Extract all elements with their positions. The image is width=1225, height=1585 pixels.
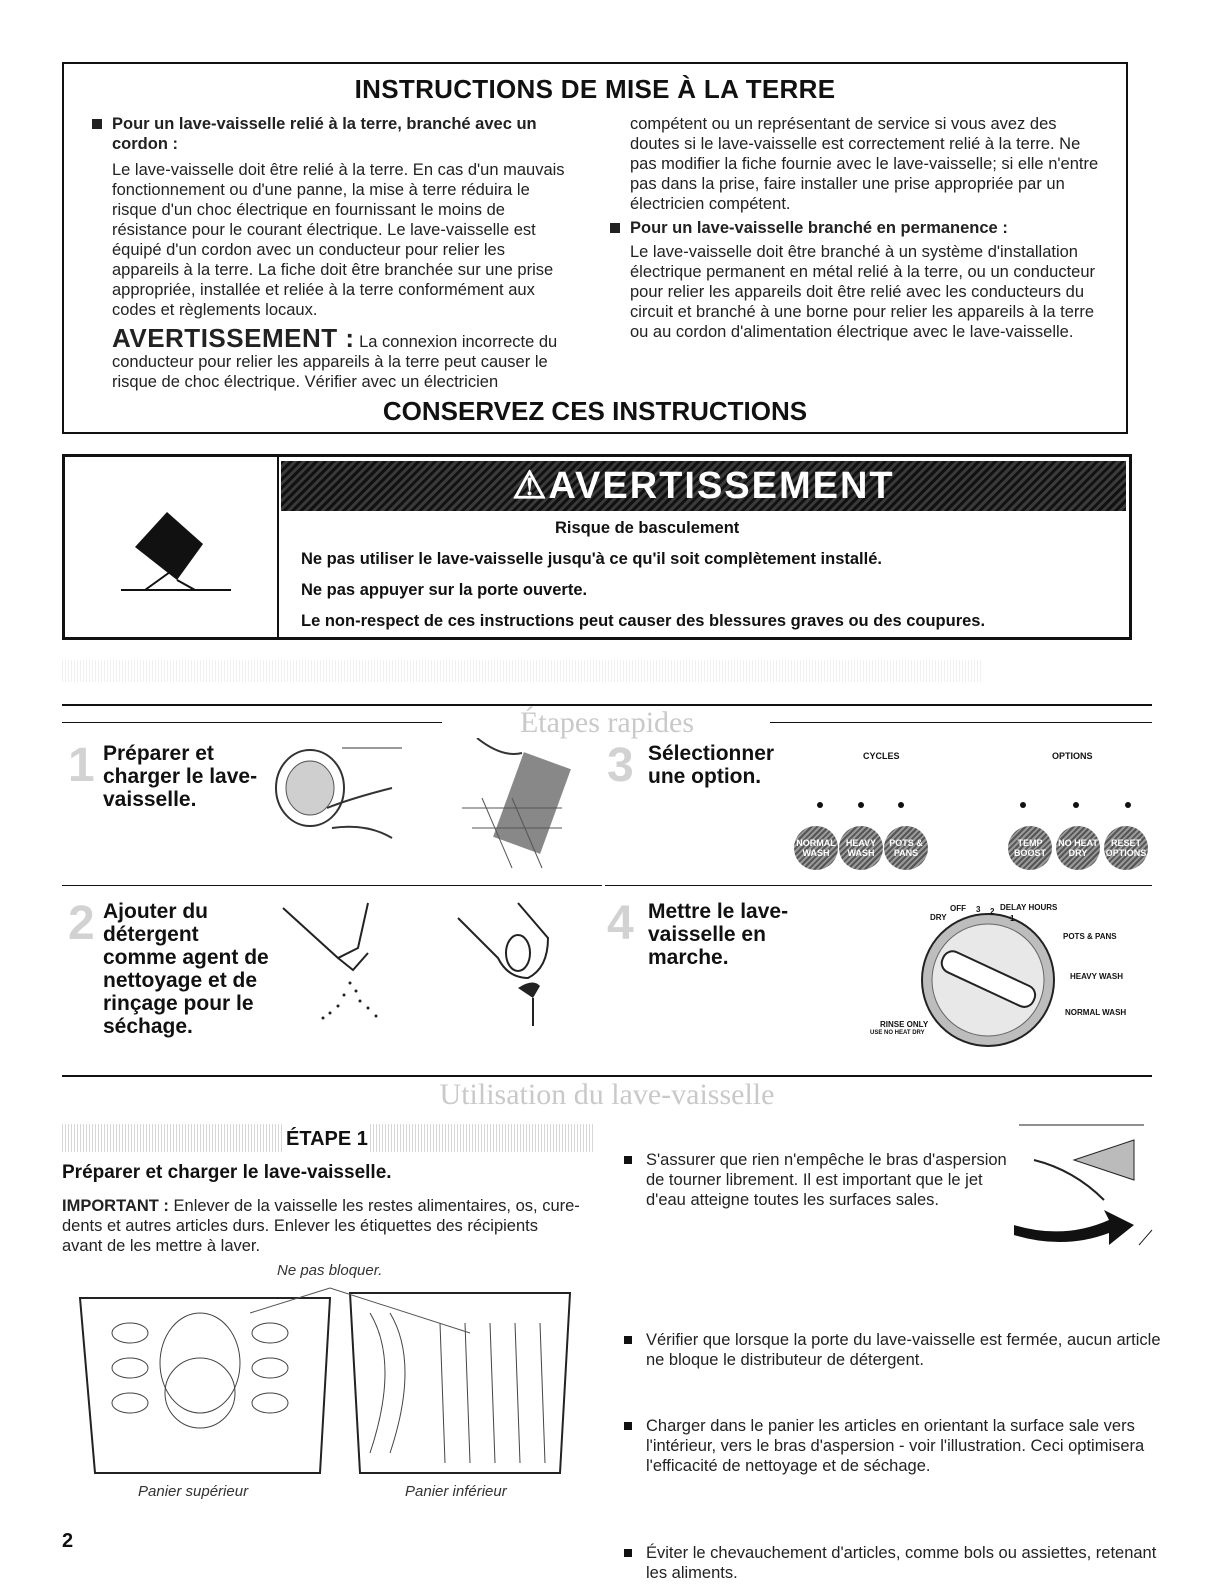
- dial-num-1: 1: [1010, 914, 1015, 923]
- conserve-instructions: CONSERVEZ CES INSTRUCTIONS: [382, 396, 808, 426]
- usage-title: Utilisation du lave-vaisselle: [439, 1078, 775, 1111]
- cycles-label: CYCLES: [863, 751, 900, 761]
- step-1-number: 1: [68, 739, 95, 792]
- grounding-continued: compétent ou un représentant de service si vous avez des doutes si le lave-vaisselle est correctement relié à la terre. Ne pas modifier la fiche fournie avec le lave-vaisselle; si elle n'entre pas dans la prise, faire installer une prise appropriée par un électricien compétent.: [630, 115, 1099, 213]
- bullet-load-orientation: Charger dans le panier les articles en orientant la surface sale vers l'intérieur, vers le bras d'aspersion - voir l'illustration. Ceci optimisera l'efficacité de nettoyage et de séchage.: [618, 1416, 1176, 1476]
- dial-normal-wash-label: NORMAL WASH: [1065, 1008, 1127, 1017]
- quick-steps-title: Étapes rapides: [519, 706, 695, 739]
- step-2-title: Ajouter du détergent comme agent de nettoyage et de rinçage pour le séchage.: [103, 900, 269, 1038]
- grounding-permanent-heading: Pour un lave-vaisselle branché en permanence :: [604, 218, 1104, 238]
- usage-rule: [62, 1075, 1152, 1077]
- no-heat-dry-button: NO HEAT DRY: [1056, 826, 1100, 870]
- dial-num-3: 3: [976, 905, 981, 914]
- warning-banner: [281, 461, 1126, 511]
- indicator-dot: [1073, 802, 1079, 808]
- etape-band-left: [62, 1124, 282, 1152]
- step-3-title: Sélectionner une option.: [648, 742, 775, 788]
- bullet-overlap: Éviter le chevauchement d'articles, comme bols ou assiettes, retenant les aliments.: [618, 1543, 1176, 1583]
- temp-boost-button: TEMP BOOST: [1008, 826, 1052, 870]
- pots-pans-button: POTS & PANS: [884, 826, 928, 870]
- important-note: [62, 1196, 582, 1256]
- tip-line-2: Ne pas appuyer sur la porte ouverte.: [301, 581, 588, 599]
- warning-word: AVERTISSEMENT :: [112, 323, 355, 353]
- dial-dry-label: DRY: [930, 913, 947, 922]
- grounding-cord-body: Le lave-vaisselle doit être relié à la terre. En cas d'un mauvais fonctionnement ou d'une panne, la mise à terre réduira le risque d'un choc électrique en fournissant le moins de résistance pour le courant électrique. Le lave-vaisselle est équipé d'un cordon avec un conducteur pour relier les appareils à la terre. La fiche doit être branchée sur une prise appropriée, installée et reliée à la terre conformément aux codes et règlements locaux.: [112, 161, 565, 319]
- etape-band-right: [370, 1124, 595, 1152]
- grounding-cord-heading: Pour un lave-vaisselle relié à la terre, branché avec un cordon :: [86, 114, 576, 154]
- detergent-illustration: [278, 898, 578, 1028]
- lower-rack-caption: Panier inférieur: [405, 1483, 507, 1500]
- heavy-wash-button: HEAVY WASH: [839, 826, 883, 870]
- step-row-rule-right: [605, 885, 1152, 886]
- grounding-title: INSTRUCTIONS DE MISE À LA TERRE: [354, 74, 836, 104]
- step-1-title: Préparer et charger le lave-vaisselle.: [103, 742, 258, 811]
- etape-label: ÉTAPE 1: [286, 1128, 368, 1150]
- bullet-detergent: Vérifier que lorsque la porte du lave-vaisselle est fermée, aucun article ne bloque le distributeur de détergent.: [618, 1330, 1176, 1370]
- tip-divider: [277, 457, 279, 637]
- grounding-instructions-box: [62, 62, 1128, 434]
- tip-line-3: Le non-respect de ces instructions peut causer des blessures graves ou des coupures.: [301, 612, 986, 630]
- dishwasher-racks-illustration: [70, 1283, 590, 1483]
- grounding-permanent-body: Le lave-vaisselle doit être branché à un système d'installation électrique permanent en métal relié à la terre, ou un conducteur pour relier les appareils doit être relié avec les conducteurs du circuit et branché à une borne pour relier les appareils à la terre ou au cordon d'alimentation électrique avec le lave-vaisselle.: [630, 243, 1096, 341]
- options-label: OPTIONS: [1052, 751, 1093, 761]
- grounding-right-column: [604, 114, 1104, 342]
- step-4-number: 4: [607, 897, 634, 950]
- grounding-left-column: [86, 114, 576, 392]
- important-label: IMPORTANT :: [62, 1197, 169, 1215]
- step-3-number: 3: [607, 739, 634, 792]
- important-text: Enlever de la vaisselle les restes alimentaires, os, cure-dents et autres articles durs. Enlever les étiquettes des récipients avant de les mettre à laver.: [62, 1197, 580, 1255]
- page-number: 2: [62, 1530, 74, 1552]
- upper-rack-caption: Panier supérieur: [138, 1483, 249, 1500]
- decorative-dot-band: [62, 660, 982, 682]
- warning-banner-text: AVERTISSEMENT: [548, 465, 895, 507]
- tip-over-warning-box: [62, 454, 1132, 640]
- quick-steps-subrule-right: [770, 722, 1152, 723]
- step-2-number: 2: [68, 897, 95, 950]
- dial-rinse-only-label: RINSE ONLY: [880, 1020, 929, 1029]
- dial-delay-hours-label: DELAY HOURS: [1000, 903, 1058, 912]
- warning-body: La connexion incorrecte du conducteur pour relier les appareils à la terre peut causer le risque de choc électrique. Vérifier avec un électricien: [112, 333, 558, 391]
- bullet-spray-arm: S'assurer que rien n'empêche le bras d'aspersion de tourner librement. Il est important que le jet d'eau atteigne toutes les surfaces sales.: [618, 1150, 1016, 1210]
- normal-wash-button: NORMAL WASH: [794, 826, 838, 870]
- tip-line-1: Ne pas utiliser le lave-vaisselle jusqu'à ce qu'il soit complètement installé.: [301, 550, 882, 568]
- dial-heavy-wash-label: HEAVY WASH: [1070, 972, 1124, 981]
- dial-num-2: 2: [990, 907, 995, 916]
- indicator-dot: [817, 802, 823, 808]
- step-row-rule-left: [62, 885, 602, 886]
- dial-rinse-sub-label: USE NO HEAT DRY: [870, 1030, 925, 1036]
- loading-dishes-illustration: [272, 738, 572, 878]
- tip-risk: Risque de basculement: [555, 519, 740, 537]
- indicator-dot: [858, 802, 864, 808]
- tip-over-icon: [115, 502, 235, 602]
- step-4-title: Mettre le lave-vaisselle en marche.: [648, 900, 789, 969]
- dial-pots-pans-label: POTS & PANS: [1063, 932, 1117, 941]
- reset-options-button: RESET OPTIONS: [1104, 826, 1148, 870]
- grounding-warning: [86, 323, 576, 392]
- indicator-dot: [1125, 802, 1131, 808]
- usage-heading: Préparer et charger le lave-vaisselle.: [62, 1162, 392, 1183]
- spray-arm-illustration: [1014, 1120, 1154, 1250]
- warning-triangle-icon: ⚠: [512, 465, 549, 507]
- indicator-dot: [898, 802, 904, 808]
- dial-off-label: OFF: [950, 904, 966, 913]
- indicator-dot: [1020, 802, 1026, 808]
- quick-steps-subrule-left: [62, 722, 442, 723]
- no-block-caption: Ne pas bloquer.: [277, 1262, 383, 1279]
- cycle-dial-illustration: [918, 910, 1058, 1050]
